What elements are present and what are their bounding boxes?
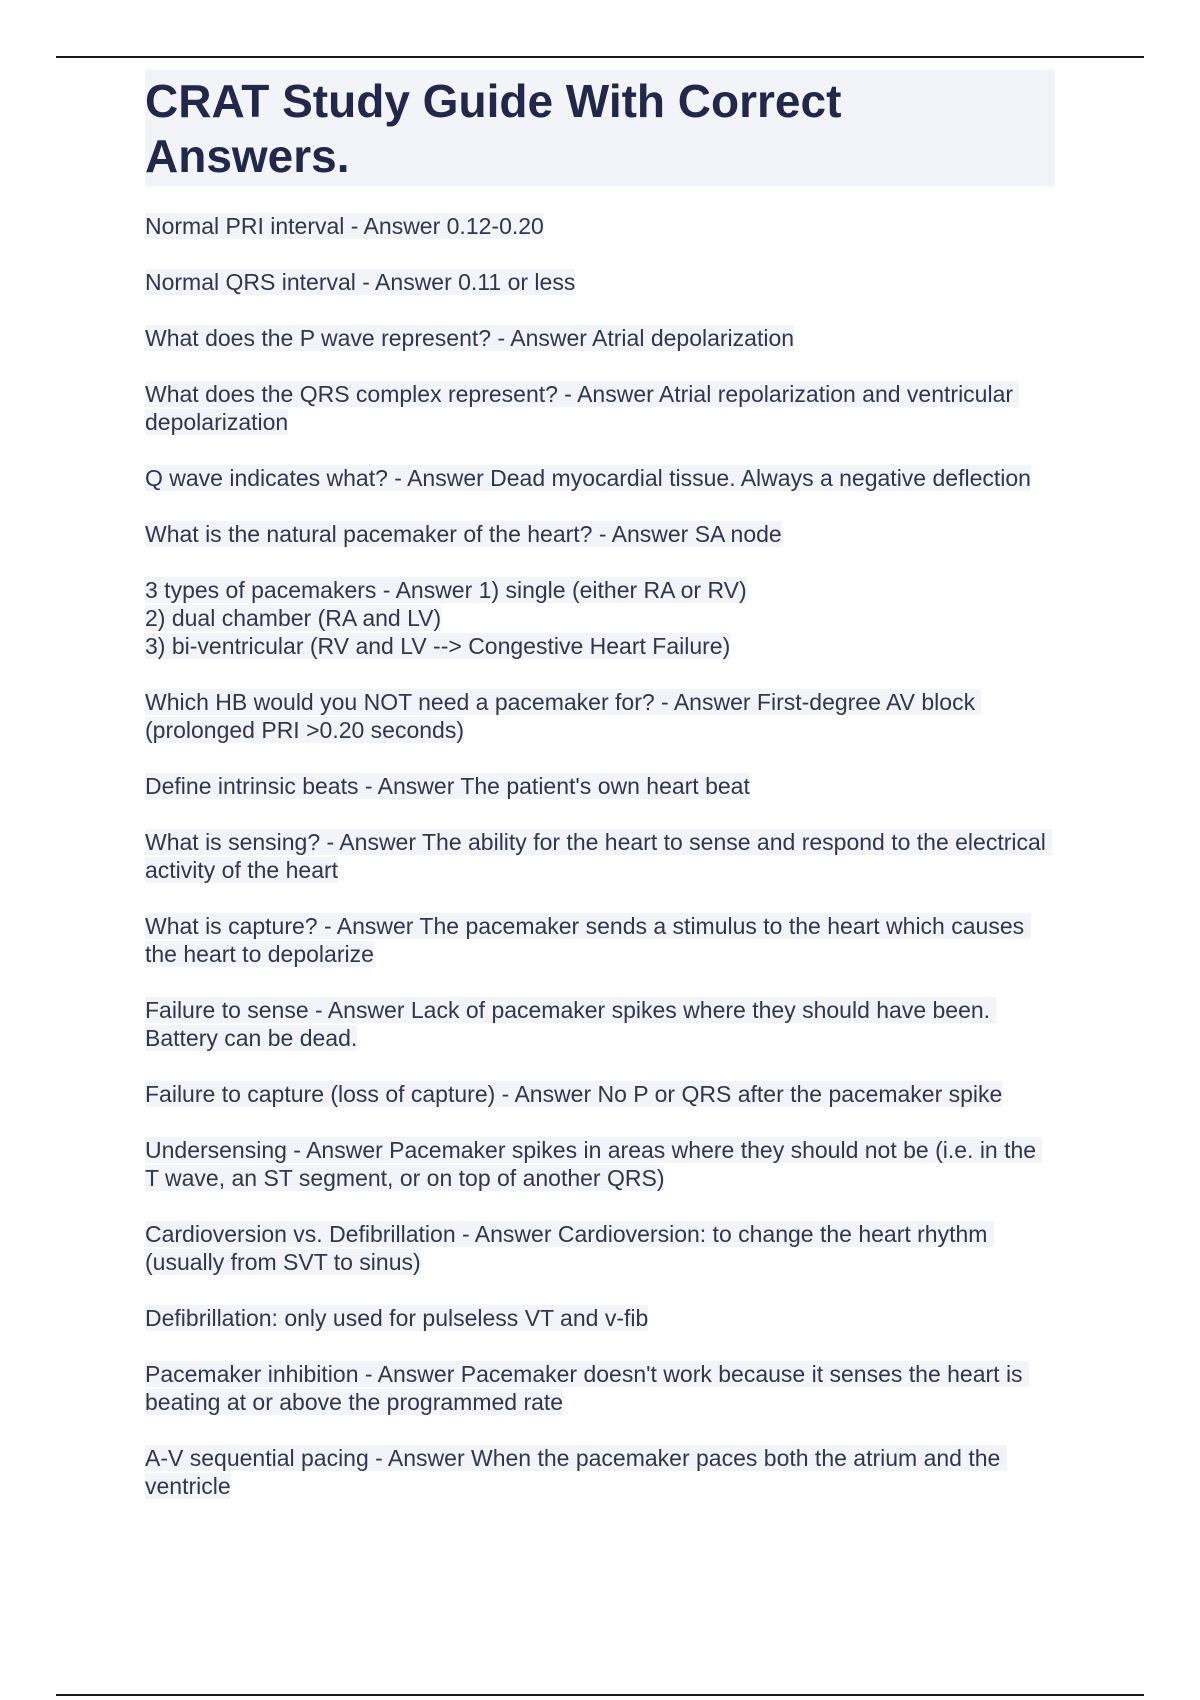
- qa-entry: [145, 828, 1055, 884]
- qa-entry: [145, 576, 1055, 660]
- qa-entry: [145, 688, 1055, 744]
- document-title: CRAT Study Guide With Correct Answers.: [145, 70, 1055, 186]
- qa-text: Undersensing - Answer Pacemaker spikes in areas where they should not be (i.e. in the T wave, an ST segment, or on top of another QRS): [145, 1137, 1043, 1191]
- qa-text: What does the QRS complex represent? - Answer Atrial repolarization and ventricular depolarization: [145, 381, 1020, 435]
- qa-text: What is capture? - Answer The pacemaker sends a stimulus to the heart which causes the heart to depolarize: [145, 913, 1031, 967]
- qa-text: Define intrinsic beats - Answer The patient's own heart beat: [145, 773, 750, 799]
- qa-text: Failure to sense - Answer Lack of pacemaker spikes where they should have been. Battery can be dead.: [145, 997, 997, 1051]
- qa-entry: [145, 464, 1055, 492]
- qa-entry: [145, 1304, 1055, 1332]
- qa-entry: [145, 1444, 1055, 1500]
- qa-text: What does the P wave represent? - Answer Atrial depolarization: [145, 325, 795, 351]
- bottom-rule: [56, 1694, 1144, 1696]
- qa-text: Failure to capture (loss of capture) - Answer No P or QRS after the pacemaker spike: [145, 1081, 1003, 1107]
- qa-entry: [145, 1220, 1055, 1276]
- qa-text: Q wave indicates what? - Answer Dead myocardial tissue. Always a negative deflection: [145, 465, 1031, 491]
- qa-text: Normal QRS interval - Answer 0.11 or less: [145, 269, 576, 295]
- qa-entry: [145, 268, 1055, 296]
- qa-text: Pacemaker inhibition - Answer Pacemaker doesn't work because it senses the heart is beating at or above the programmed rate: [145, 1361, 1029, 1415]
- qa-text: Cardioversion vs. Defibrillation - Answer Cardioversion: to change the heart rhythm (usually from SVT to sinus): [145, 1221, 994, 1275]
- qa-text: Which HB would you NOT need a pacemaker for? - Answer First-degree AV block (prolonged PRI >0.20 seconds): [145, 689, 982, 743]
- qa-text: 3 types of pacemakers - Answer 1) single (either RA or RV) 2) dual chamber (RA and LV) 3) bi-ventricular (RV and LV --> Congestive Heart Failure): [145, 577, 747, 659]
- qa-text: What is sensing? - Answer The ability for the heart to sense and respond to the electrical activity of the heart: [145, 829, 1053, 883]
- qa-entry: [145, 1136, 1055, 1192]
- qa-text: What is the natural pacemaker of the heart? - Answer SA node: [145, 521, 782, 547]
- qa-entry: [145, 212, 1055, 240]
- qa-entry: [145, 520, 1055, 548]
- qa-entry: [145, 380, 1055, 436]
- top-rule: [56, 56, 1144, 58]
- qa-text: A-V sequential pacing - Answer When the pacemaker paces both the atrium and the ventricle: [145, 1445, 1007, 1499]
- qa-text: Normal PRI interval - Answer 0.12-0.20: [145, 213, 544, 239]
- qa-text: Defibrillation: only used for pulseless VT and v-fib: [145, 1305, 649, 1331]
- document-body: [145, 70, 1055, 1528]
- qa-entry: [145, 912, 1055, 968]
- qa-entry: [145, 324, 1055, 352]
- qa-entry: [145, 996, 1055, 1052]
- qa-entry: [145, 772, 1055, 800]
- qa-list: [145, 212, 1055, 1500]
- qa-entry: [145, 1080, 1055, 1108]
- qa-entry: [145, 1360, 1055, 1416]
